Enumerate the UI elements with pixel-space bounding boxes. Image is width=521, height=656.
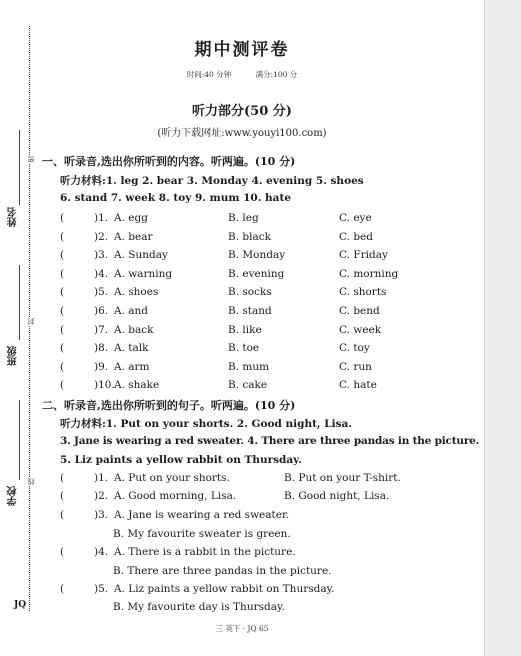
option-c: C. Friday [339,249,388,262]
question-number: )2. [94,230,109,243]
option-c: C. morning [339,267,399,280]
option-c: C. bend [339,305,380,317]
option-b: B. My favourite sweater is green. [113,528,291,540]
option-c: C. eye [339,212,372,224]
section1-material-1: 听力材料:1. leg 2. bear 3. Monday 4. evening 5. shoes [60,175,364,187]
answer-bracket[interactable]: ( [60,286,65,299]
option-b: B. leg [228,212,259,224]
question-number: )1. [94,212,109,224]
option-a: A. Good morning, Lisa. [114,490,237,502]
question-number: )5. [94,286,109,299]
option-b: B. Monday [228,249,286,262]
class-write-line [19,265,20,340]
class-label: 班级 [8,346,19,366]
option-c: C. hate [339,379,377,392]
page-footer: 三 英下 · JQ 65 [215,624,269,633]
question-number: )8. [94,342,109,355]
option-c: C. week [339,323,382,336]
bind-mark-xian: 线 [27,478,35,485]
answer-bracket[interactable]: ( [60,323,65,336]
option-a: A. back [114,323,154,336]
answer-bracket[interactable]: ( [60,490,65,502]
name-label: 姓名 [8,207,19,227]
option-b: B. socks [228,286,272,299]
option-b: B. toe [228,342,260,355]
section1-heading: 一、听录音,选出你所听到的内容。听两遍。(10 分) [42,155,296,168]
question-number: )5. [94,583,109,595]
exam-time: 时间:40 分钟 [186,70,232,79]
question-number: )9. [94,360,109,373]
viewer-side-panel [484,0,521,656]
section2-material-2: 3. Jane is wearing a red sweater. 4. There are three pandas in the picture. [60,435,480,447]
question-number: )10. [94,379,115,392]
option-a: A. Put on your shorts. [114,472,230,484]
part-title: 听力部分(50 分) [192,104,292,119]
option-a: A. There is a rabbit in the picture. [114,546,296,558]
section2-material-1: 听力材料:1. Put on your shorts. 2. Good night, Lisa. [60,418,352,430]
download-url: (听力下载网址:www.youyi100.com) [157,128,327,139]
exam-score: 满分:100 分 [255,70,298,79]
option-a: A. shoes [114,286,159,299]
option-a: A. egg [114,212,148,224]
option-a: A. talk [114,342,149,355]
question-number: )7. [94,323,109,336]
school-label: 学校 [8,486,19,506]
answer-bracket[interactable]: ( [60,230,65,243]
option-b: B. black [228,230,271,243]
question-number: )6. [94,305,109,317]
question-number: )4. [94,267,109,280]
bind-mark-mi: 密 [27,156,35,163]
answer-bracket[interactable]: ( [60,249,65,262]
option-b: B. like [228,323,262,336]
option-c: C. run [339,360,372,373]
option-b: B. Good night, Lisa. [284,490,390,502]
question-number: )3. [94,249,109,262]
section2-heading: 二、听录音,选出你所听到的句子。听两遍。(10 分) [42,399,296,412]
option-a: A. Liz paints a yellow rabbit on Thursday. [114,583,335,595]
option-b: B. mum [228,360,270,373]
option-a: A. warning [114,267,173,280]
name-write-line [19,130,20,205]
option-b: B. My favourite day is Thursday. [113,601,285,613]
exam-meta [0,69,484,80]
option-c: C. toy [339,342,370,355]
answer-bracket[interactable]: ( [60,212,65,224]
option-b: B. There are three pandas in the picture. [113,565,332,577]
answer-bracket[interactable]: ( [60,583,65,595]
answer-bracket[interactable]: ( [60,305,65,317]
answer-bracket[interactable]: ( [60,267,65,280]
option-b: B. stand [228,305,272,317]
answer-bracket[interactable]: ( [60,546,65,558]
option-a: A. Jane is wearing a red sweater. [114,509,290,521]
answer-bracket[interactable]: ( [60,472,65,484]
option-c: C. shorts [339,286,387,299]
answer-bracket[interactable]: ( [60,342,65,355]
answer-bracket[interactable]: ( [60,509,65,521]
question-number: )1. [94,472,109,484]
question-number: )2. [94,490,109,502]
option-b: B. cake [228,379,268,392]
section2-material-3: 5. Liz paints a yellow rabbit on Thursday. [60,454,302,466]
option-b: B. Put on your T-shirt. [284,472,401,484]
option-a: A. Sunday [114,249,168,262]
side-code: JQ [14,600,27,610]
exam-title: 期中测评卷 [194,40,290,60]
option-a: A. shake [114,379,160,392]
school-write-line [19,400,20,480]
section1-material-2: 6. stand 7. week 8. toy 9. mum 10. hate [60,192,292,204]
option-a: A. and [114,305,149,317]
option-a: A. bear [114,230,153,243]
option-c: C. bed [339,230,373,243]
option-a: A. arm [114,360,150,373]
answer-bracket[interactable]: ( [60,379,65,392]
answer-bracket[interactable]: ( [60,360,65,373]
question-number: )3. [94,509,109,521]
option-b: B. evening [228,267,285,280]
bind-mark-feng: 封 [27,318,35,325]
question-number: )4. [94,546,109,558]
